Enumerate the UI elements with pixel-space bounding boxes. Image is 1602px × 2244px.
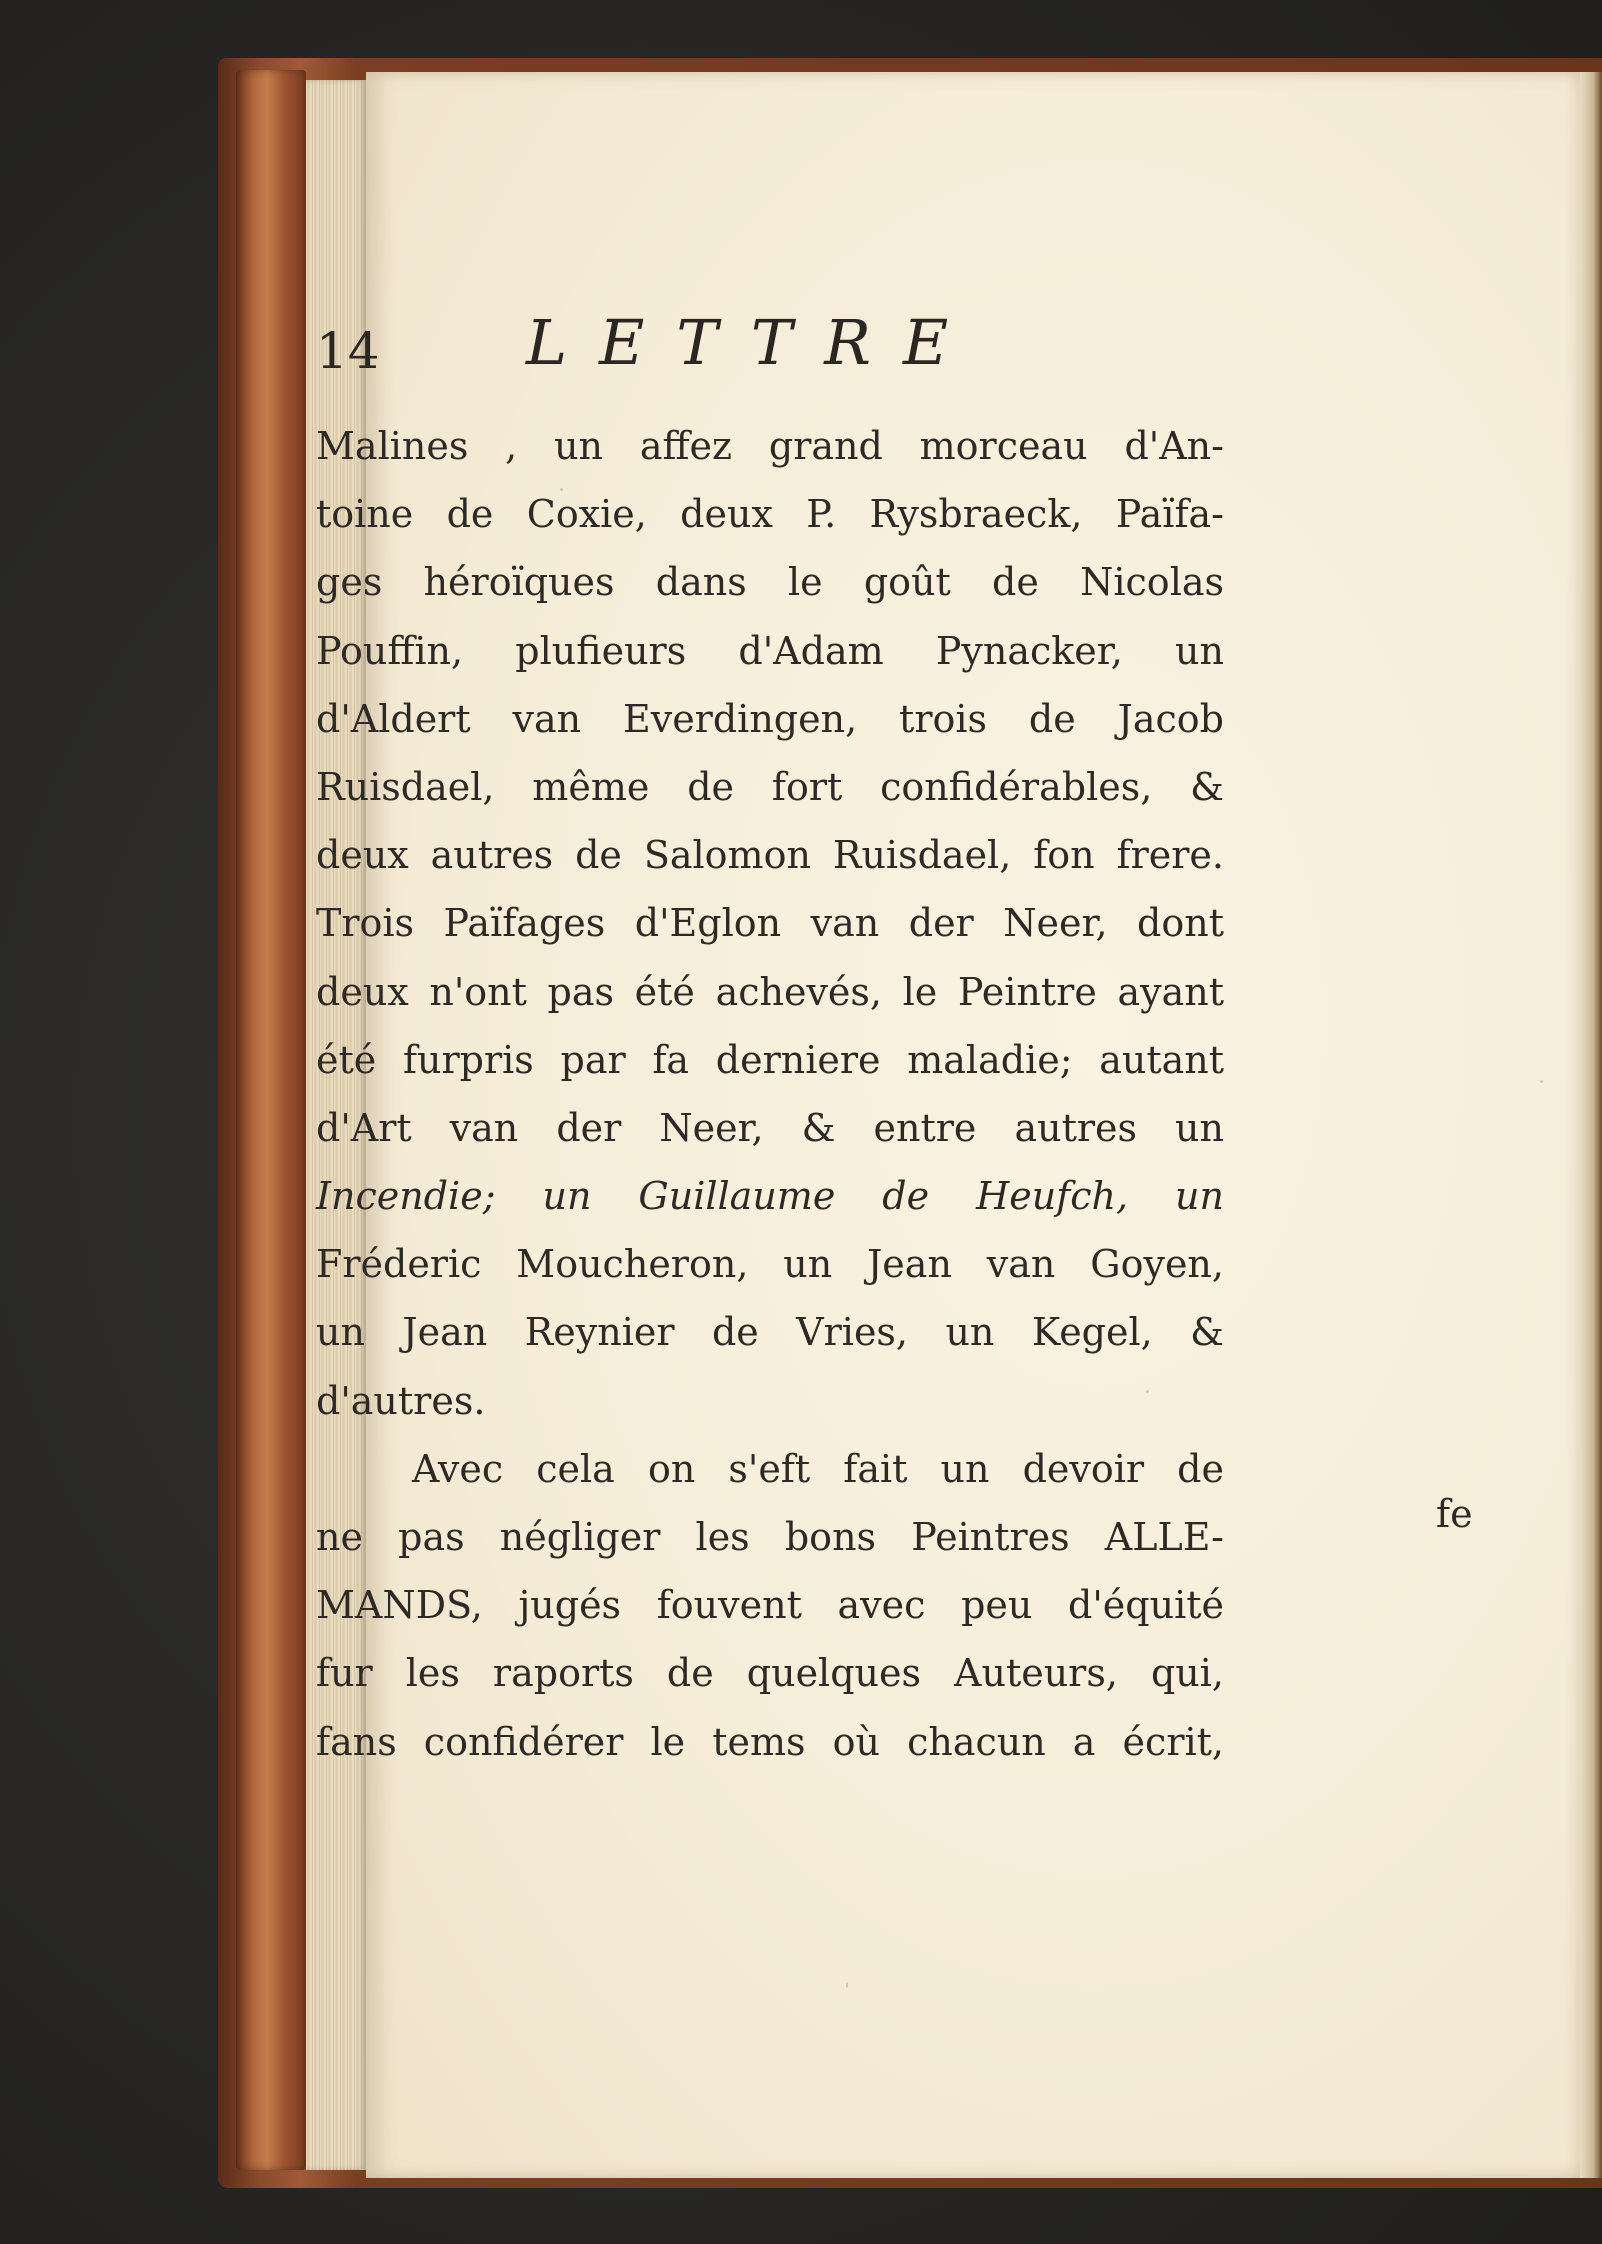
text-line: fans confidérer le tems où chacun a écrit,	[316, 1719, 1224, 1764]
text-line: deux n'ont pas été achevés, le Peintre ayant	[316, 969, 1224, 1014]
text-line: MANDS, jugés fouvent avec peu d'équité	[316, 1583, 1224, 1628]
text-line: toine de Coxie, deux P. Rysbraeck, Païfa-	[316, 492, 1224, 537]
text-line: fur les raports de quelques Auteurs, qui,	[316, 1651, 1224, 1696]
text-line: été furpris par fa derniere maladie; autant	[316, 1037, 1224, 1082]
paragraph-start-line: Avec cela on s'eft fait un devoir de	[412, 1446, 1224, 1491]
running-title: LETTRE	[526, 306, 981, 379]
cover-spine-edge	[236, 70, 306, 2170]
text-line: Pouffin, plufieurs d'Adam Pynacker, un	[316, 628, 1224, 673]
page-number: 14	[316, 322, 380, 380]
text-line: Trois Païfages d'Eglon van der Neer, dont	[316, 901, 1224, 946]
text-line: ne pas négliger les bons Peintres ALLE-	[316, 1515, 1224, 1559]
text-line: Malines , un affez grand morceau d'An-	[316, 424, 1224, 468]
text-line: un Jean Reynier de Vries, un Kegel, &	[316, 1310, 1224, 1355]
paper-speck	[1540, 1080, 1543, 1083]
text-line: Incendie; un Guillaume de Heufch, un	[316, 1174, 1224, 1219]
page-header	[316, 262, 1216, 382]
body-text	[316, 412, 1224, 1776]
catchword: fe	[1436, 1492, 1473, 1536]
page-right-edge	[1580, 72, 1602, 2178]
paper-speck	[846, 1982, 848, 1988]
text-line: Fréderic Moucheron, un Jean van Goyen,	[316, 1242, 1224, 1287]
text-line: ges héroïques dans le goût de Nicolas	[316, 560, 1224, 605]
text-line: d'Aldert van Everdingen, trois de Jacob	[316, 696, 1224, 741]
text-line: d'Art van der Neer, & entre autres un	[316, 1105, 1224, 1150]
text-line: deux autres de Salomon Ruisdael, fon frere.	[316, 833, 1224, 878]
text-line: d'autres.	[316, 1378, 486, 1423]
text-line: Ruisdael, même de fort confidérables, &	[316, 764, 1224, 809]
